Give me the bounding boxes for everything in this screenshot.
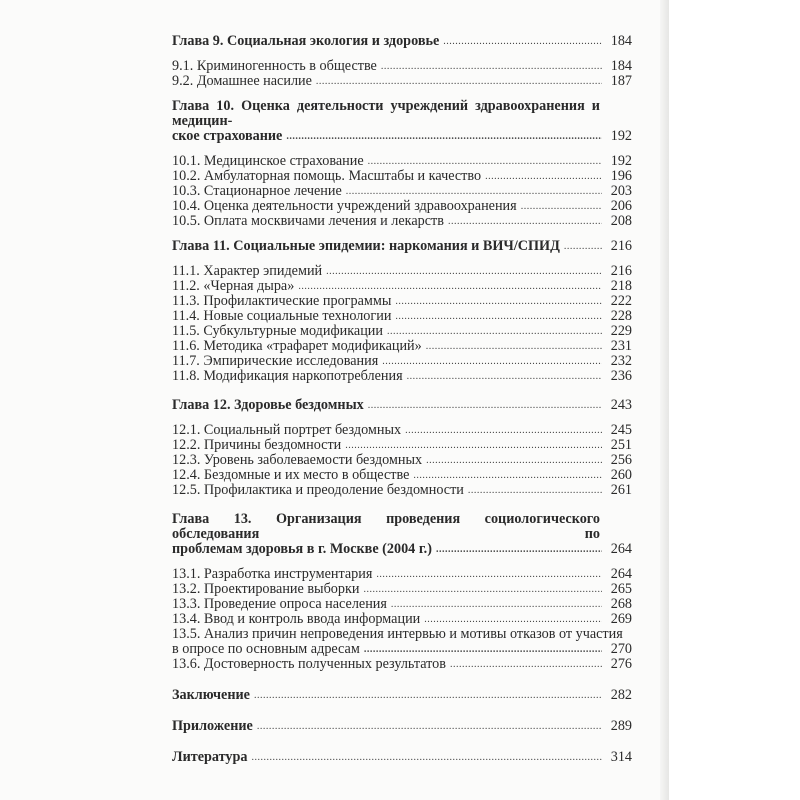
toc-literature (172, 750, 632, 765)
dot-leader (407, 369, 602, 384)
dot-leader (436, 542, 602, 557)
page-number: 222 (610, 293, 632, 309)
page-number: 264 (610, 541, 632, 557)
page-number: 282 (610, 687, 632, 703)
toc-section (172, 264, 632, 279)
toc-section-13-5 (172, 627, 632, 657)
chapter-title: Глава 12. Здоровье бездомных (172, 397, 364, 413)
toc-section (172, 597, 632, 612)
dot-leader (286, 129, 602, 144)
toc-section (172, 214, 632, 229)
section-title: 11.4. Новые социальные технологии (172, 308, 392, 324)
toc-section (172, 657, 632, 672)
dot-leader (413, 468, 602, 483)
page-number: 269 (610, 611, 632, 627)
toc-section (172, 438, 632, 453)
toc-section (172, 74, 632, 89)
section-title: 11.2. «Черная дыра» (172, 278, 295, 294)
dot-leader (468, 483, 602, 498)
chapter-title-line1: Глава 13. Организация проведения социологического обследования по (172, 511, 600, 542)
section-title: 11.1. Характер эпидемий (172, 263, 323, 279)
toc-section (172, 294, 632, 309)
page-number: 232 (610, 353, 632, 369)
toc-chapter-13 (172, 512, 632, 557)
section-title: 12.5. Профилактика и преодоление бездомности (172, 482, 464, 498)
chapter-title: Приложение (172, 718, 253, 734)
page-number: 216 (610, 238, 632, 254)
toc-section (172, 199, 632, 214)
section-title: 13.4. Ввод и контроль ввода информации (172, 611, 421, 627)
dot-leader (450, 657, 602, 672)
chapter-title: Заключение (172, 687, 250, 703)
toc-section (172, 483, 632, 498)
section-title: 13.3. Проведение опроса населения (172, 596, 387, 612)
toc-section (172, 339, 632, 354)
dot-leader (426, 339, 602, 354)
page-number: 228 (610, 308, 632, 324)
chapter-title: Литература (172, 749, 248, 765)
section-title: 11.8. Модификация наркопотребления (172, 368, 403, 384)
page-number: 264 (610, 566, 632, 582)
toc-chapter-9 (172, 34, 632, 49)
section-title: 11.5. Субкультурные модификации (172, 323, 383, 339)
page-number: 192 (610, 153, 632, 169)
dot-leader (254, 688, 602, 703)
dot-leader (363, 582, 602, 597)
dot-leader (316, 74, 602, 89)
page-number: 256 (610, 452, 632, 468)
chapter-title-line2: ское страхование (172, 128, 283, 144)
toc-conclusion (172, 688, 632, 703)
section-title: 9.1. Криминогенность в обществе (172, 58, 377, 74)
page-number: 251 (610, 437, 632, 453)
dot-leader (368, 154, 602, 169)
page-number: 231 (610, 338, 632, 354)
dot-leader (521, 199, 602, 214)
dot-leader (298, 279, 602, 294)
toc-section (172, 423, 632, 438)
section-title-line1: 13.5. Анализ причин непроведения интервью и мотивы отказов от участия (172, 626, 623, 642)
dot-leader (387, 324, 602, 339)
toc-section (172, 154, 632, 169)
dot-leader (405, 423, 602, 438)
section-title: 11.6. Методика «трафарет модификаций» (172, 338, 422, 354)
toc-section (172, 582, 632, 597)
dot-leader (252, 750, 603, 765)
page-number: 203 (610, 183, 632, 199)
toc-chapter-11 (172, 239, 632, 254)
dot-leader (368, 398, 602, 413)
dot-leader (346, 184, 602, 199)
dot-leader (391, 597, 602, 612)
page-number: 270 (610, 641, 632, 657)
page-number: 206 (610, 198, 632, 214)
page-number: 314 (610, 749, 632, 765)
dot-leader (424, 612, 602, 627)
page-number: 184 (610, 33, 632, 49)
page-number: 218 (610, 278, 632, 294)
page-number: 236 (610, 368, 632, 384)
chapter-title-line2: проблемам здоровья в г. Москве (2004 г.) (172, 541, 432, 557)
toc-chapter-12 (172, 398, 632, 413)
section-title: 13.1. Разработка инструментария (172, 566, 373, 582)
page-number: 261 (610, 482, 632, 498)
chapter-title-line1: Глава 10. Оценка деятельности учреждений здравоохранения и медицин- (172, 98, 600, 129)
section-title-line2: в опросе по основным адресам (172, 641, 360, 657)
page-number: 196 (610, 168, 632, 184)
page-number: 229 (610, 323, 632, 339)
toc-section (172, 184, 632, 199)
section-title: 10.5. Оплата москвичами лечения и лекарств (172, 213, 444, 229)
dot-leader (326, 264, 602, 279)
chapter-title: Глава 9. Социальная экология и здоровье (172, 33, 440, 49)
page-number: 192 (610, 128, 632, 144)
toc-appendix (172, 719, 632, 734)
chapter-title: Глава 11. Социальные эпидемии: наркомания и ВИЧ/СПИД (172, 238, 560, 254)
dot-leader (395, 294, 602, 309)
dot-leader (376, 567, 602, 582)
section-title: 10.2. Амбулаторная помощь. Масштабы и качество (172, 168, 482, 184)
dot-leader (257, 719, 602, 734)
dot-leader (381, 59, 602, 74)
page-number: 276 (610, 656, 632, 672)
toc-section (172, 324, 632, 339)
section-title: 10.1. Медицинское страхование (172, 153, 364, 169)
section-title: 12.3. Уровень заболеваемости бездомных (172, 452, 423, 468)
section-title: 12.2. Причины бездомности (172, 437, 342, 453)
section-title: 13.2. Проектирование выборки (172, 581, 360, 597)
dot-leader (485, 169, 602, 184)
page-number: 260 (610, 467, 632, 483)
toc-section (172, 309, 632, 324)
dot-leader (448, 214, 602, 229)
page-number: 265 (610, 581, 632, 597)
dot-leader (564, 239, 602, 254)
dot-leader (426, 453, 602, 468)
page-number: 216 (610, 263, 632, 279)
toc-section (172, 468, 632, 483)
toc-section (172, 279, 632, 294)
toc-section (172, 567, 632, 582)
toc-section (172, 612, 632, 627)
spacer (172, 498, 632, 512)
page-number: 268 (610, 596, 632, 612)
dot-leader (345, 438, 602, 453)
section-title: 10.4. Оценка деятельности учреждений здравоохранения (172, 198, 517, 214)
page-number: 245 (610, 422, 632, 438)
toc-section (172, 369, 632, 384)
section-title: 9.2. Домашнее насилие (172, 73, 312, 89)
page-number: 187 (610, 73, 632, 89)
dot-leader (443, 34, 602, 49)
dot-leader (382, 354, 602, 369)
page-number: 243 (610, 397, 632, 413)
toc-section (172, 59, 632, 74)
page-number: 208 (610, 213, 632, 229)
section-title: 12.1. Социальный портрет бездомных (172, 422, 402, 438)
page-number: 184 (610, 58, 632, 74)
page-number: 289 (610, 718, 632, 734)
toc-chapter-10 (172, 99, 632, 144)
page-edge-shadow (660, 0, 669, 800)
table-of-contents (172, 34, 632, 765)
section-title: 13.6. Достоверность полученных результатов (172, 656, 446, 672)
section-title: 11.3. Профилактические программы (172, 293, 392, 309)
section-title: 12.4. Бездомные и их место в обществе (172, 467, 410, 483)
dot-leader (364, 642, 602, 657)
toc-section (172, 169, 632, 184)
toc-section (172, 453, 632, 468)
dot-leader (395, 309, 602, 324)
section-title: 11.7. Эмпирические исследования (172, 353, 379, 369)
section-title: 10.3. Стационарное лечение (172, 183, 342, 199)
toc-section (172, 354, 632, 369)
